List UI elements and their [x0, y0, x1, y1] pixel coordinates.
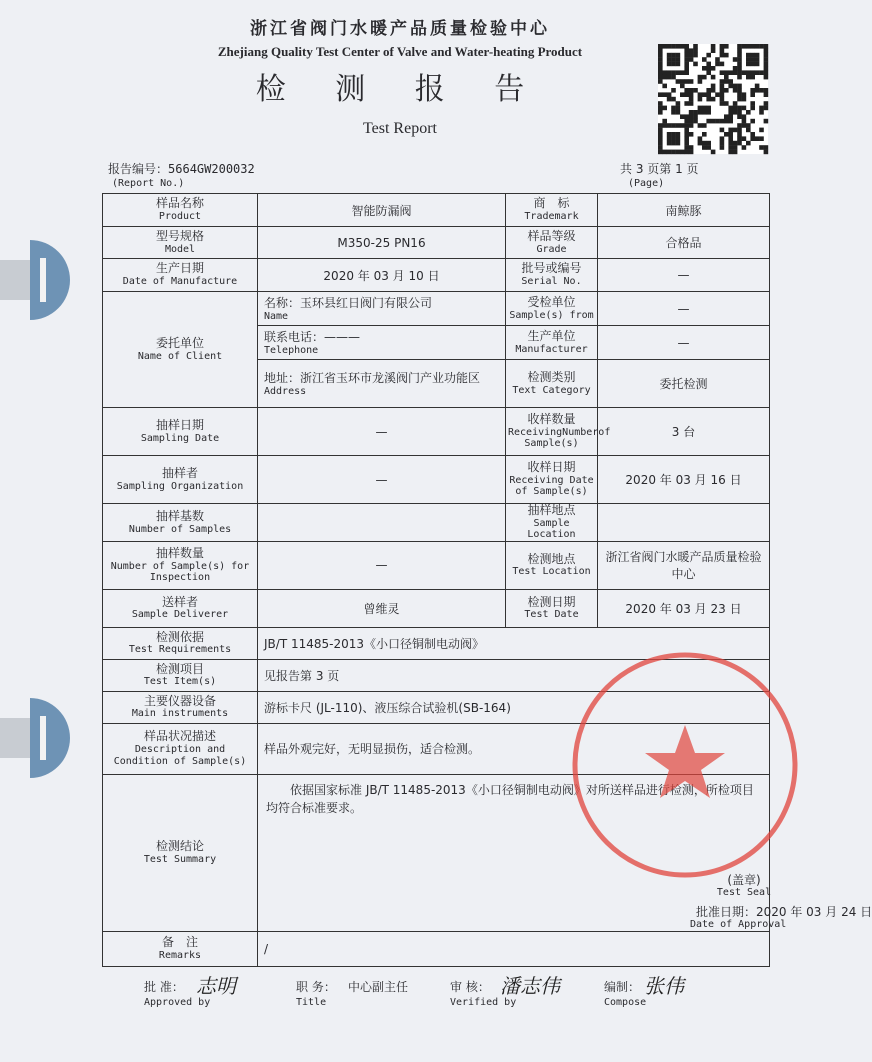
verified-by-label-en: Verified by [450, 997, 517, 1008]
sample-deliverer-value: 曾维灵 [258, 589, 506, 627]
sampling-org-label: 抽样者 Sampling Organization [103, 456, 258, 504]
grade-label: 样品等级 Grade [506, 227, 598, 259]
samples-from-value: — [598, 292, 770, 326]
report-number [108, 160, 255, 177]
report-number-label-en: (Report No.) [112, 178, 185, 189]
seal-caption-en: Test Seal [716, 886, 772, 898]
test-date-value: 2020 年 03 月 23 日 [598, 589, 770, 627]
manufacturer-value: — [598, 326, 770, 360]
remarks-value: / [258, 931, 770, 966]
client-label: 委托单位 Name of Client [103, 292, 258, 408]
title-label: 职 务： [296, 980, 336, 994]
client-address: 地址：浙江省玉环市龙溪阀门产业功能区 Address [258, 360, 506, 408]
test-category-value: 委托检测 [598, 360, 770, 408]
test-location-label: 检测地点 Test Location [506, 541, 598, 589]
client-telephone: 联系电话：——— Telephone [258, 326, 506, 360]
test-requirements-label: 检测依据 Test Requirements [103, 627, 258, 659]
report-title-cn: 检 测 报 告 [255, 72, 545, 107]
receiving-date-label: 收样日期 Receiving Date of Sample(s) [506, 456, 598, 504]
binder-clip-lower [0, 690, 80, 786]
page-info: 共 3 页第 1 页 [620, 162, 699, 176]
compose-label: 编制： [604, 980, 641, 994]
serial-no-value: — [598, 259, 770, 292]
approval-date: 批准日期：2020 年 03 月 24 日 [696, 904, 872, 919]
date-of-manufacture-label: 生产日期 Date of Manufacture [103, 259, 258, 292]
test-items-label: 检测项目 Test Item(s) [103, 659, 258, 691]
title-label-en: Title [296, 997, 327, 1008]
remarks-label: 备 注 Remarks [103, 931, 258, 966]
main-instruments-label: 主要仪器设备 Main instruments [103, 691, 258, 723]
verified-by-signature: 潘志伟 [500, 974, 560, 998]
compose-label-en: Compose [604, 997, 647, 1008]
test-category-label: 检测类别 Text Category [506, 360, 598, 408]
number-of-samples-value [258, 504, 506, 542]
compose-signature: 张伟 [644, 974, 684, 998]
test-location-value: 浙江省阀门水暖产品质量检验中心 [598, 541, 770, 589]
approved-by-label: 批 准： [144, 980, 184, 994]
model-label: 型号规格 Model [103, 227, 258, 259]
test-items-value: 见报告第 3 页 [258, 659, 770, 691]
model-value: M350-25 PN16 [258, 227, 506, 259]
sample-location-value [598, 504, 770, 542]
report-title-en: Test Report [363, 120, 437, 137]
serial-no-label: 批号或编号 Serial No. [506, 259, 598, 292]
org-name-en: Zhejiang Quality Test Center of Valve and Water-heating Product [217, 44, 583, 59]
sample-condition-label: 样品状况描述 Description and Condition of Sample(s) [103, 723, 258, 774]
test-date-label: 检测日期 Test Date [506, 589, 598, 627]
org-name-cn: 浙江省阀门水暖产品质量检验中心 [250, 19, 550, 39]
test-summary-text: 依据国家标准 JB/T 11485-2013《小口径铜制电动阀》对所送样品进行检测，所检项目均符合标准要求。 [266, 782, 754, 816]
trademark-label: 商 标 Trademark [506, 194, 598, 227]
product-value: 智能防漏阀 [258, 194, 506, 227]
number-of-samples-label: 抽样基数 Number of Samples [103, 504, 258, 542]
sampling-date-value: — [258, 408, 506, 456]
test-summary-label: 检测结论 Test Summary [103, 774, 258, 931]
approved-by-label-en: Approved by [144, 997, 211, 1008]
receiving-number-label: 收样数量 ReceivingNumberof Sample(s) [506, 408, 598, 456]
verified-by-label: 审 核： [450, 980, 490, 994]
title-value: 中心副主任 [348, 980, 409, 994]
report-number-value: 5664GW200032 [168, 162, 255, 176]
official-seal-icon [560, 640, 810, 890]
client-name: 名称：玉环县红日阀门有限公司 Name [258, 292, 506, 326]
test-requirements-value: JB/T 11485-2013《小口径铜制电动阀》 [258, 627, 770, 659]
product-label: 样品名称 Product [103, 194, 258, 227]
date-of-manufacture-value: 2020 年 03 月 10 日 [258, 259, 506, 292]
qr-code-icon [658, 44, 768, 154]
sampling-org-value: — [258, 456, 506, 504]
receiving-number-value: 3 台 [598, 408, 770, 456]
samples-for-inspection-label: 抽样数量 Number of Sample(s) for Inspection [103, 541, 258, 589]
page-info-label-en: (Page) [628, 178, 665, 189]
grade-value: 合格品 [598, 227, 770, 259]
approved-by-signature: 志明 [196, 974, 236, 998]
main-instruments-value: 游标卡尺 (JL-110)、液压综合试验机(SB-164) [258, 691, 770, 723]
trademark-value: 南鲸豚 [598, 194, 770, 227]
sample-location-label: 抽样地点 Sample Location [506, 504, 598, 542]
binder-clip-upper [0, 232, 80, 328]
approval-date-label-en: Date of Approval [690, 918, 787, 930]
sample-condition-value: 样品外观完好，无明显损伤，适合检测。 [258, 723, 770, 774]
samples-from-label: 受检单位 Sample(s) from [506, 292, 598, 326]
receiving-date-value: 2020 年 03 月 16 日 [598, 456, 770, 504]
sampling-date-label: 抽样日期 Sampling Date [103, 408, 258, 456]
seal-caption-cn: (盖章) [727, 872, 761, 887]
samples-for-inspection-value: — [258, 541, 506, 589]
manufacturer-label: 生产单位 Manufacturer [506, 326, 598, 360]
sample-deliverer-label: 送样者 Sample Deliverer [103, 589, 258, 627]
report-number-label: 报告编号： [108, 162, 169, 176]
